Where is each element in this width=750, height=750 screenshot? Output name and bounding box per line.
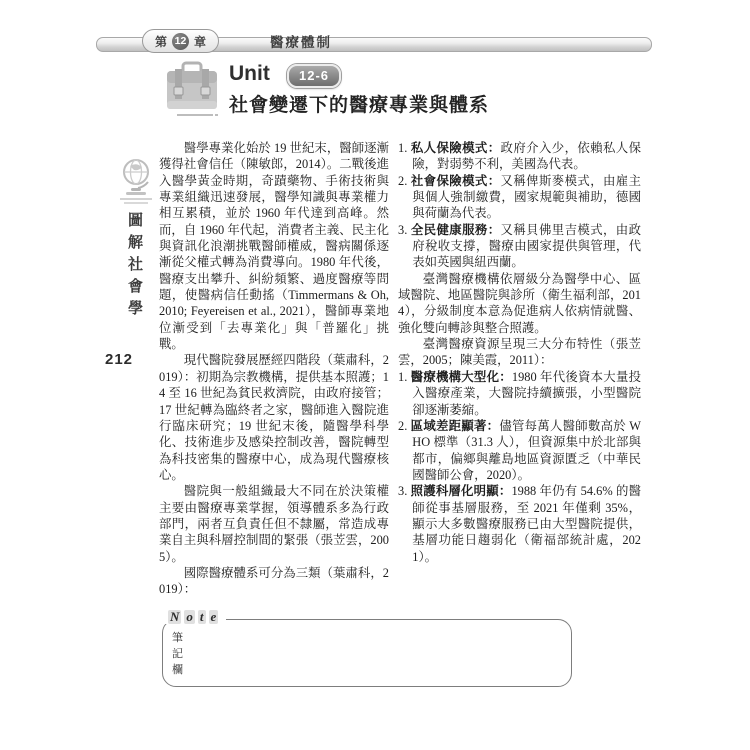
page-number: 212: [105, 351, 134, 368]
list-item: [398, 173, 641, 222]
briefcase-icon: [163, 61, 221, 128]
paragraph: 醫院與一般組織最大不同在於決策權主要由醫療專業掌握，領導體系多為行政部門，兩者互負責任但不隸屬，常造成專業自主與科層控制間的緊張（張苙雲，2005）。: [159, 484, 389, 564]
list-head: 私人保險模式：: [410, 141, 501, 155]
chapter-pill: [142, 29, 219, 53]
list-body: 又稱俾斯麥模式，由雇主與個人強制繳費，國家規範與補助，德國與荷蘭為代表。: [412, 173, 642, 221]
note-letter: e: [210, 609, 217, 624]
note-letter: t: [199, 609, 204, 624]
list-number: 2.: [398, 418, 408, 433]
note-margin-char: 欄: [172, 664, 183, 676]
paragraph: 臺灣醫療機構依層級分為醫學中心、區域醫院、地區醫院與診所（衛生福利部，2014），分級制度本意為促進病人依病情就醫、強化雙向轉診與整合照護。: [398, 271, 641, 335]
list-number: 3.: [398, 484, 408, 499]
list-head: 社會保險模式：: [410, 173, 501, 188]
chapter-suffix: 章: [194, 34, 207, 49]
unit-label: Unit: [229, 62, 270, 85]
paragraph: 國際醫療體系可分為三類（葉肅科，2019）：: [159, 565, 389, 597]
chapter-title: 醫療體制: [270, 35, 332, 50]
note-box: [162, 609, 572, 687]
list-number: 1.: [398, 369, 408, 384]
list-number: 1.: [398, 141, 408, 155]
unit-number-badge: 12-6: [287, 64, 341, 88]
list-body: 政府介入少，依賴私人保險，對弱勢不利，美國為代表。: [412, 141, 642, 172]
paragraph: 現代醫院發展歷經四階段（葉肅科，2019）：初期為宗教機構，提供基本照護；14 至 16 世紀為貧民救濟院，由政府接管；17 世紀轉為臨終者之家，醫師進入醫院進行臨床研究；19 世紀末後，隨醫學科學化、技術進步及感染控制改善，醫院轉型為科技密集的醫療中心，成為現代醫療核心。: [159, 353, 389, 482]
list-head: 全民健康服務：: [410, 222, 501, 237]
list-head: 醫療機構大型化：: [410, 369, 512, 384]
series-title: 圖解社會學: [126, 212, 142, 322]
body-text: [159, 140, 641, 598]
list-item: [398, 418, 641, 483]
note-letter: N: [170, 609, 180, 624]
chapter-prefix: 第: [155, 34, 168, 49]
note-margin-char: 記: [172, 648, 183, 660]
note-letter: o: [186, 609, 193, 624]
list-item: [398, 483, 641, 565]
right-column: [398, 140, 641, 598]
list-item: [398, 369, 641, 418]
note-label: [164, 610, 226, 624]
left-column: [159, 140, 389, 598]
list-body: 1988 年仍有 54.6% 的醫師從事基層服務，至 2021 年僅剩 35%，顯示大多數醫療服務已由大型醫院提供，基層功能日趨弱化（衛福部統計處，2021）。: [412, 484, 641, 564]
list-number: 2.: [398, 173, 408, 188]
paragraph: 醫學專業化始於 19 世紀末，醫師逐漸獲得社會信任（陳敏郎，2014）。二戰後進入醫學黃金時期，奇蹟藥物、手術技術與專業組織迅速發展，醫學知識與專業權力相互累積，並於 1960 年代達到高峰。然而，自 1960 年代起，消費者主義、民主化與資訊化浪潮挑戰醫師權威，醫病關係逐漸從父權式轉為消費導向。1980 年代後，醫療支出攀升、糾紛頻繁、過度醫療等問題，使醫病信任動搖（Timmermans & Oh, 2010; Feyereisen et al., 2021），醫師專業地位漸受到「去專業化」與「普羅化」挑戰。: [159, 141, 389, 352]
list-body: 1980 年代後資本大量投入醫療產業，大醫院持續擴張，小型醫院卻逐漸萎縮。: [412, 369, 642, 417]
list-body: 又稱貝佛里吉模式，由政府稅收支撐，醫療由國家提供與管理，代表如英國與紐西蘭。: [412, 222, 642, 270]
list-number: 3.: [398, 222, 408, 237]
note-margin-char: 筆: [172, 632, 183, 644]
chapter-number-circle: 12: [172, 33, 189, 50]
note-margin-label: [172, 629, 183, 677]
globe-icon: [114, 156, 158, 211]
list-head: 照護科層化明顯：: [410, 484, 512, 499]
list-item: [398, 140, 641, 173]
list-body: 儘管每萬人醫師數高於 WHO 標準（31.3 人），但資源集中於北部與都市，偏鄉與離島地區資源匱乏（中華民國醫師公會，2020）。: [412, 418, 641, 482]
list-item: [398, 222, 641, 271]
list-head: 區域差距顯著：: [410, 418, 500, 433]
unit-title: 社會變遷下的醫療專業與體系: [229, 95, 490, 116]
paragraph: 臺灣醫療資源呈現三大分布特性（張苙雲，2005；陳美霞，2011）：: [398, 337, 641, 368]
